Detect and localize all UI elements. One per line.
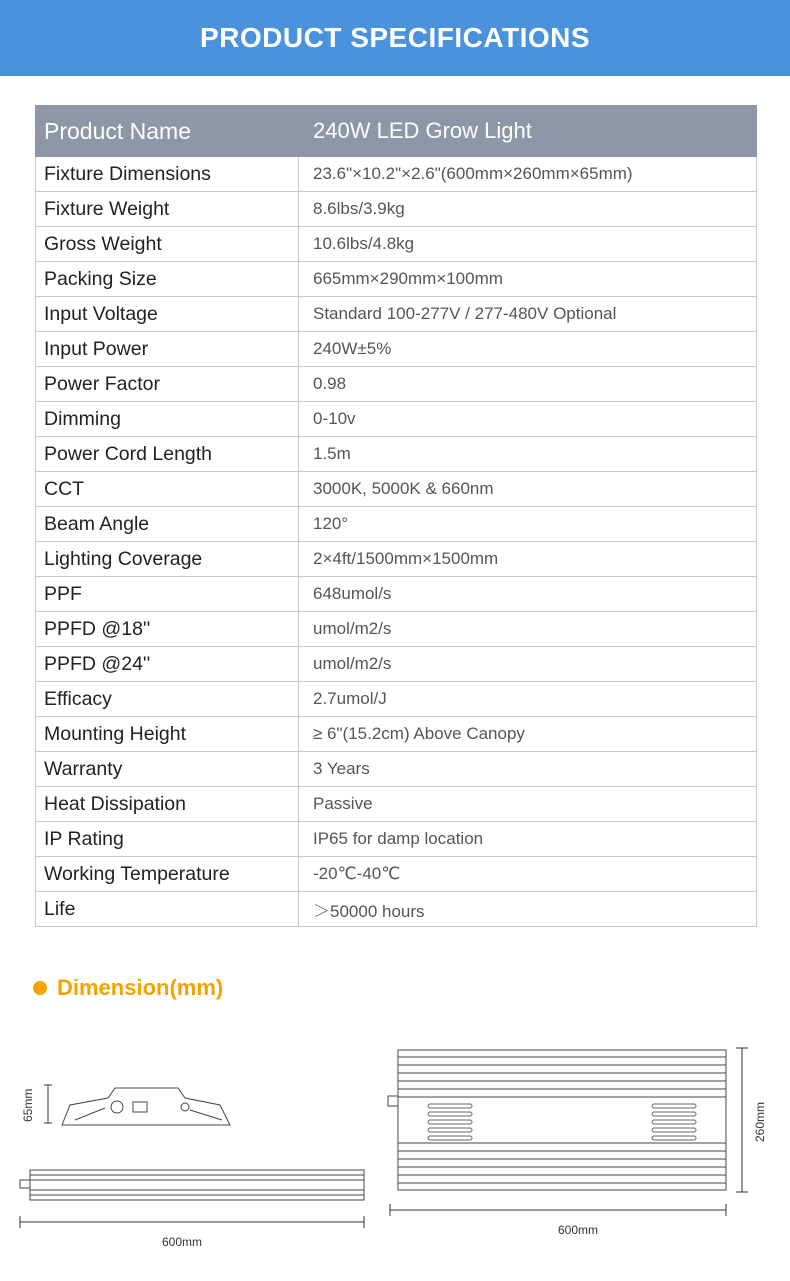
table-row	[36, 437, 757, 472]
spec-value: 10.6lbs/4.8kg	[299, 227, 757, 262]
spec-key: Power Cord Length	[36, 437, 299, 472]
header-key: Product Name	[36, 106, 299, 157]
bullet-dot-icon	[33, 981, 47, 995]
table-row	[36, 717, 757, 752]
width-marker-260	[736, 1048, 748, 1192]
spec-key: Dimming	[36, 402, 299, 437]
spec-key: Beam Angle	[36, 507, 299, 542]
spec-value: umol/m2/s	[299, 647, 757, 682]
top-width-label: 260mm	[753, 1101, 767, 1142]
spec-value: -20℃-40℃	[299, 857, 757, 892]
spec-value: 648umol/s	[299, 577, 757, 612]
table-row	[36, 682, 757, 717]
spec-key: Fixture Weight	[36, 192, 299, 227]
spec-value: 2×4ft/1500mm×1500mm	[299, 542, 757, 577]
side-height-label: 65mm	[21, 1088, 35, 1122]
table-row	[36, 402, 757, 437]
table-row	[36, 507, 757, 542]
table-row	[36, 822, 757, 857]
spec-key: Gross Weight	[36, 227, 299, 262]
vent-slots-left	[428, 1104, 472, 1140]
spec-key: Heat Dissipation	[36, 787, 299, 822]
spec-key: PPFD @18''	[36, 612, 299, 647]
spec-key: Fixture Dimensions	[36, 157, 299, 192]
table-row	[36, 787, 757, 822]
spec-value: 3000K, 5000K & 660nm	[299, 472, 757, 507]
table-row	[36, 612, 757, 647]
spec-key: Mounting Height	[36, 717, 299, 752]
spec-key: Packing Size	[36, 262, 299, 297]
table-row	[36, 157, 757, 192]
spec-value: Standard 100-277V / 277-480V Optional	[299, 297, 757, 332]
table-row	[36, 857, 757, 892]
page-title: PRODUCT SPECIFICATIONS	[199, 22, 591, 53]
spec-key: PPFD @24''	[36, 647, 299, 682]
spec-key: Lighting Coverage	[36, 542, 299, 577]
spec-value: 8.6lbs/3.9kg	[299, 192, 757, 227]
spec-value: 0-10v	[299, 402, 757, 437]
spec-value: 23.6"×10.2"×2.6"(600mm×260mm×65mm)	[299, 157, 757, 192]
side-length-label: 600mm	[161, 1235, 203, 1249]
spec-value: IP65 for damp location	[299, 822, 757, 857]
spec-key: Warranty	[36, 752, 299, 787]
spec-value: 2.7umol/J	[299, 682, 757, 717]
table-row	[36, 332, 757, 367]
spec-value: 1.5m	[299, 437, 757, 472]
dimension-title: Dimension(mm)	[57, 975, 224, 1000]
spec-value: 3 Years	[299, 752, 757, 787]
spec-key: Working Temperature	[36, 857, 299, 892]
length-marker-side	[20, 1216, 364, 1228]
dimension-drawing	[0, 1030, 790, 1281]
table-row	[36, 647, 757, 682]
table-row	[36, 297, 757, 332]
spec-key: PPF	[36, 577, 299, 612]
table-row	[36, 752, 757, 787]
spec-table	[35, 105, 757, 927]
table-header-row	[36, 106, 757, 157]
side-profile-view	[62, 1088, 230, 1125]
table-row	[36, 227, 757, 262]
height-marker-65	[44, 1085, 52, 1123]
table-row	[36, 542, 757, 577]
header-value: 240W LED Grow Light	[299, 106, 757, 157]
table-row	[36, 472, 757, 507]
spec-value: 120°	[299, 507, 757, 542]
spec-value: ≥ 6"(15.2cm) Above Canopy	[299, 717, 757, 752]
length-marker-top	[390, 1204, 726, 1216]
spec-key: CCT	[36, 472, 299, 507]
spec-value: ＞50000 hours	[299, 892, 757, 927]
spec-key: Input Voltage	[36, 297, 299, 332]
side-long-view	[20, 1170, 364, 1200]
table-row	[36, 892, 757, 927]
top-length-label: 600mm	[557, 1223, 599, 1237]
spec-key: Life	[36, 892, 299, 927]
spec-value: 665mm×290mm×100mm	[299, 262, 757, 297]
spec-value: 0.98	[299, 367, 757, 402]
spec-key: Input Power	[36, 332, 299, 367]
spec-value: umol/m2/s	[299, 612, 757, 647]
spec-key: IP Rating	[36, 822, 299, 857]
table-row	[36, 577, 757, 612]
spec-key: Power Factor	[36, 367, 299, 402]
table-row	[36, 262, 757, 297]
spec-value: 240W±5%	[299, 332, 757, 367]
header-banner	[0, 0, 790, 76]
table-row	[36, 192, 757, 227]
vent-slots-right	[652, 1104, 696, 1140]
table-row	[36, 367, 757, 402]
spec-key: Efficacy	[36, 682, 299, 717]
dimension-heading	[33, 975, 223, 1001]
spec-value: Passive	[299, 787, 757, 822]
